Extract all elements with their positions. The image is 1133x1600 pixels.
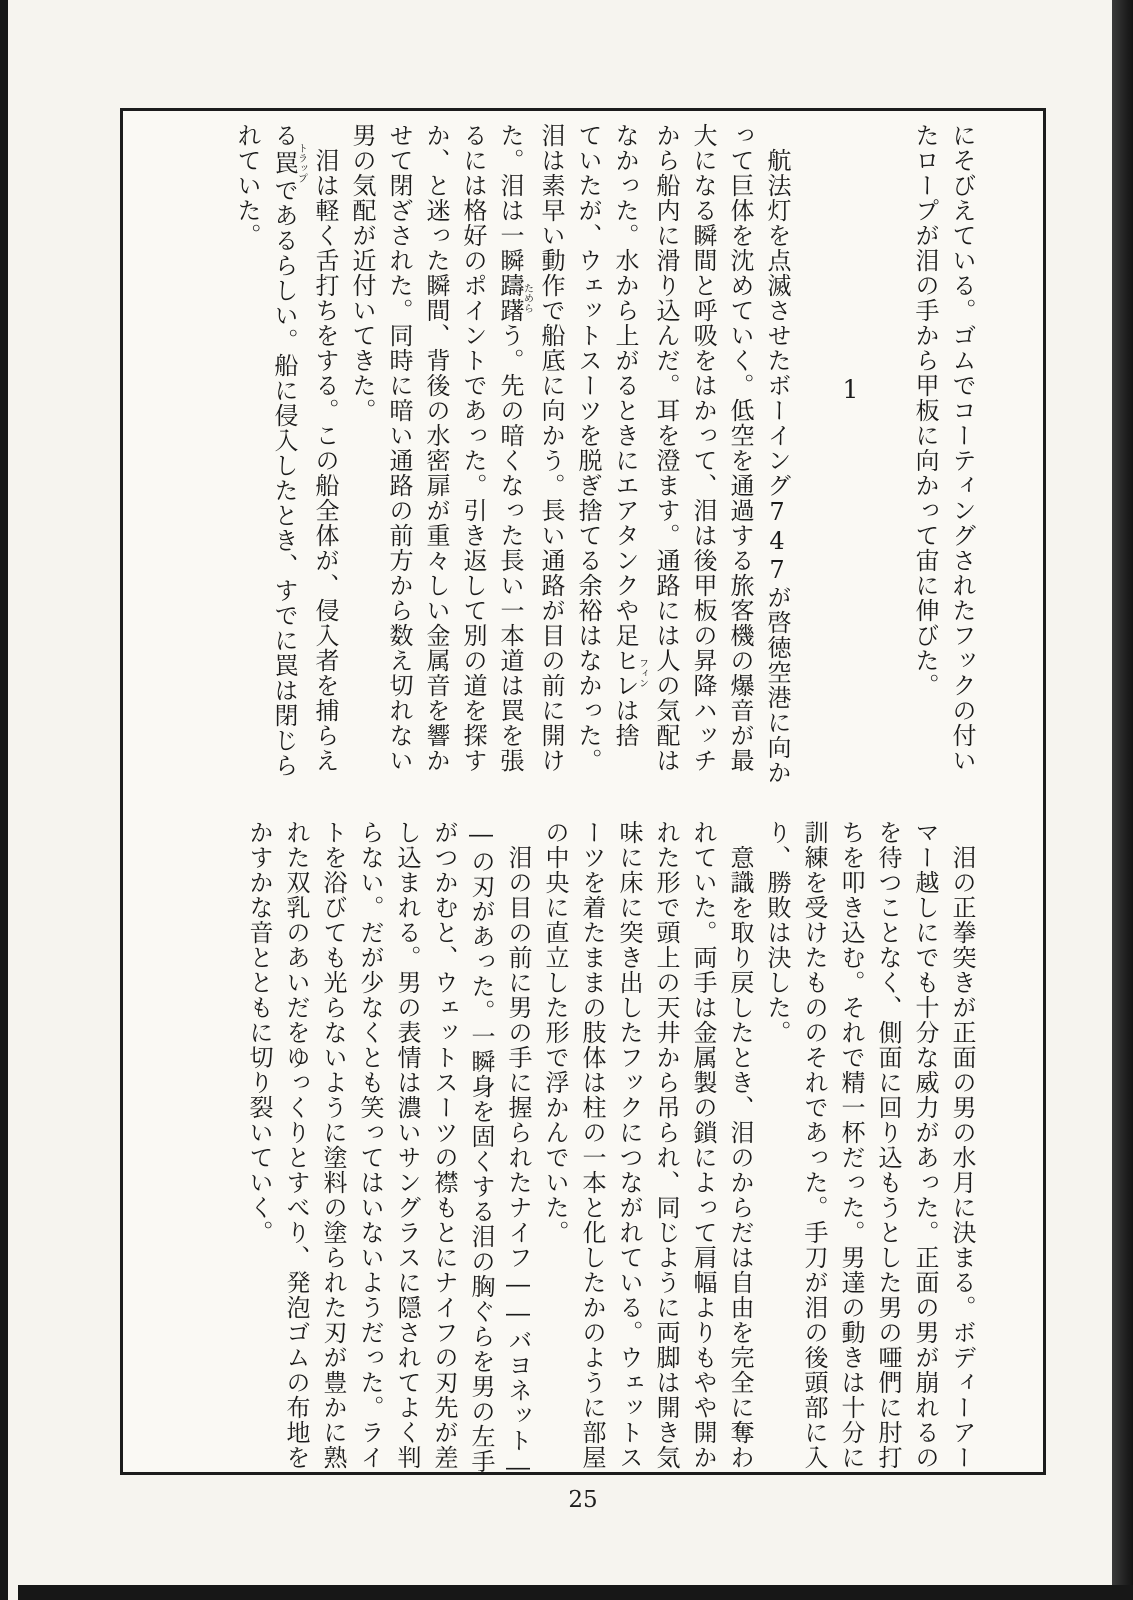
text-column: り、勝敗は決した。	[763, 820, 791, 1045]
text-column: たロープが泪の手から甲板に向かって宙に伸びた。	[911, 123, 939, 698]
text-column: るには格好のポイントであった。引き返して別の道を探す	[459, 123, 487, 773]
text-column: 航法灯を点滅させたボーイング747が啓徳空港に向か	[763, 123, 791, 785]
scan-edge-bottom	[18, 1585, 1133, 1600]
text-column: なかった。水から上がるときにエアタンクや足ヒレフィンは捨	[611, 123, 648, 748]
scan-edge-left	[0, 0, 8, 1600]
furigana-annotation: 躊躇ためら	[496, 273, 533, 323]
furigana-annotation: 罠トラップ	[270, 143, 307, 183]
text-column: トを浴びても光らないように塗料の塗られた刃が豊かに熟	[319, 820, 347, 1470]
text-column: 泪は素早い動作で船底に向かう。長い通路が目の前に開け	[537, 123, 565, 773]
text-column: かすかな音とともに切り裂いていく。	[245, 820, 273, 1245]
text-column: し込まれる。男の表情は濃いサングラスに隠されてよく判	[393, 820, 421, 1470]
text-column: マー越しにでも十分な威力があった。正面の男が崩れるの	[911, 820, 939, 1470]
text-column: ―の刃があった。一瞬身を固くする泪の胸ぐらを男の左手	[467, 820, 495, 1474]
text-column: れていた。両手は金属製の鎖によって肩幅よりもやや開か	[689, 820, 717, 1470]
furigana-annotation: ヒレフィン	[611, 648, 648, 698]
text-column: か、と迷った瞬間、背後の水密扉が重々しい金属音を響か	[422, 123, 450, 773]
chapter-number: 1	[836, 375, 865, 405]
text-column: れた双乳のあいだをゆっくりとすべり、発泡ゴムの布地を	[282, 820, 310, 1470]
text-column: 男の気配が近付いてきた。	[348, 123, 376, 423]
text-column: って巨体を沈めていく。低空を通過する旅客機の爆音が最	[726, 123, 754, 773]
text-column: を待つことなく、側面に回り込もうとした男の唖們に肘打	[874, 820, 902, 1470]
blank-column	[869, 123, 906, 779]
text-column: から船内に滑り込んだ。耳を澄ます。通路には人の気配は	[652, 123, 680, 773]
text-column: 泪の正拳突きが正面の男の水月に決まる。ボディーアー	[948, 820, 976, 1470]
text-column: せて閉ざされた。同時に暗い通路の前方から数え切れない	[385, 123, 413, 773]
text-column: た。泪は一瞬躊躇ためらう。先の暗くなった長い一本道は罠を張	[496, 123, 533, 773]
text-column: 訓練を受けたもののそれであった。手刀が泪の後頭部に入	[800, 820, 828, 1470]
page-number: 25	[568, 1487, 598, 1513]
text-column: ていたが、ウェットスーツを脱ぎ捨てる余裕はなかった。	[574, 123, 602, 773]
text-band-upper	[228, 123, 980, 785]
text-column: の中央に直立した形で浮かんでいた。	[541, 820, 569, 1245]
text-column: 味に床に突き出したフックにつながれている。ウェットス	[615, 820, 643, 1470]
text-column: ちを叩き込む。それで精一杯だった。男達の動きは十分に	[837, 820, 865, 1470]
text-column: 大になる瞬間と呼吸をはかって、泪は後甲板の昇降ハッチ	[689, 123, 717, 773]
text-frame-border	[120, 108, 1046, 1482]
text-column: らない。だが少なくとも笑ってはいないようだった。ライ	[356, 820, 384, 1470]
text-column: れていた。	[233, 123, 261, 248]
scan-edge-right	[1112, 0, 1133, 1600]
text-column: 泪は軽く舌打ちをする。この船全体が、侵入者を捕らえ	[311, 123, 339, 773]
text-column: れた形で頭上の天井から吊られ、同じように両脚は開き気	[652, 820, 680, 1470]
text-band-lower	[240, 820, 980, 1482]
text-column: にそびえている。ゴムでコーティングされたフックの付い	[948, 123, 976, 773]
text-column: 泪の目の前に男の手に握られたナイフ――バヨネット―	[504, 820, 532, 1482]
text-column: がつかむと、ウェットスーツの襟もとにナイフの刃先が差	[430, 820, 458, 1470]
text-column: ーツを着たままの肢体は柱の一本と化したかのように部屋	[578, 820, 606, 1470]
text-column: る罠トラップであるらしい。船に侵入したとき、すでに罠は閉じら	[270, 123, 307, 778]
text-column: 意識を取り戻したとき、泪のからだは自由を完全に奪わ	[726, 820, 754, 1470]
blank-column	[795, 123, 832, 779]
